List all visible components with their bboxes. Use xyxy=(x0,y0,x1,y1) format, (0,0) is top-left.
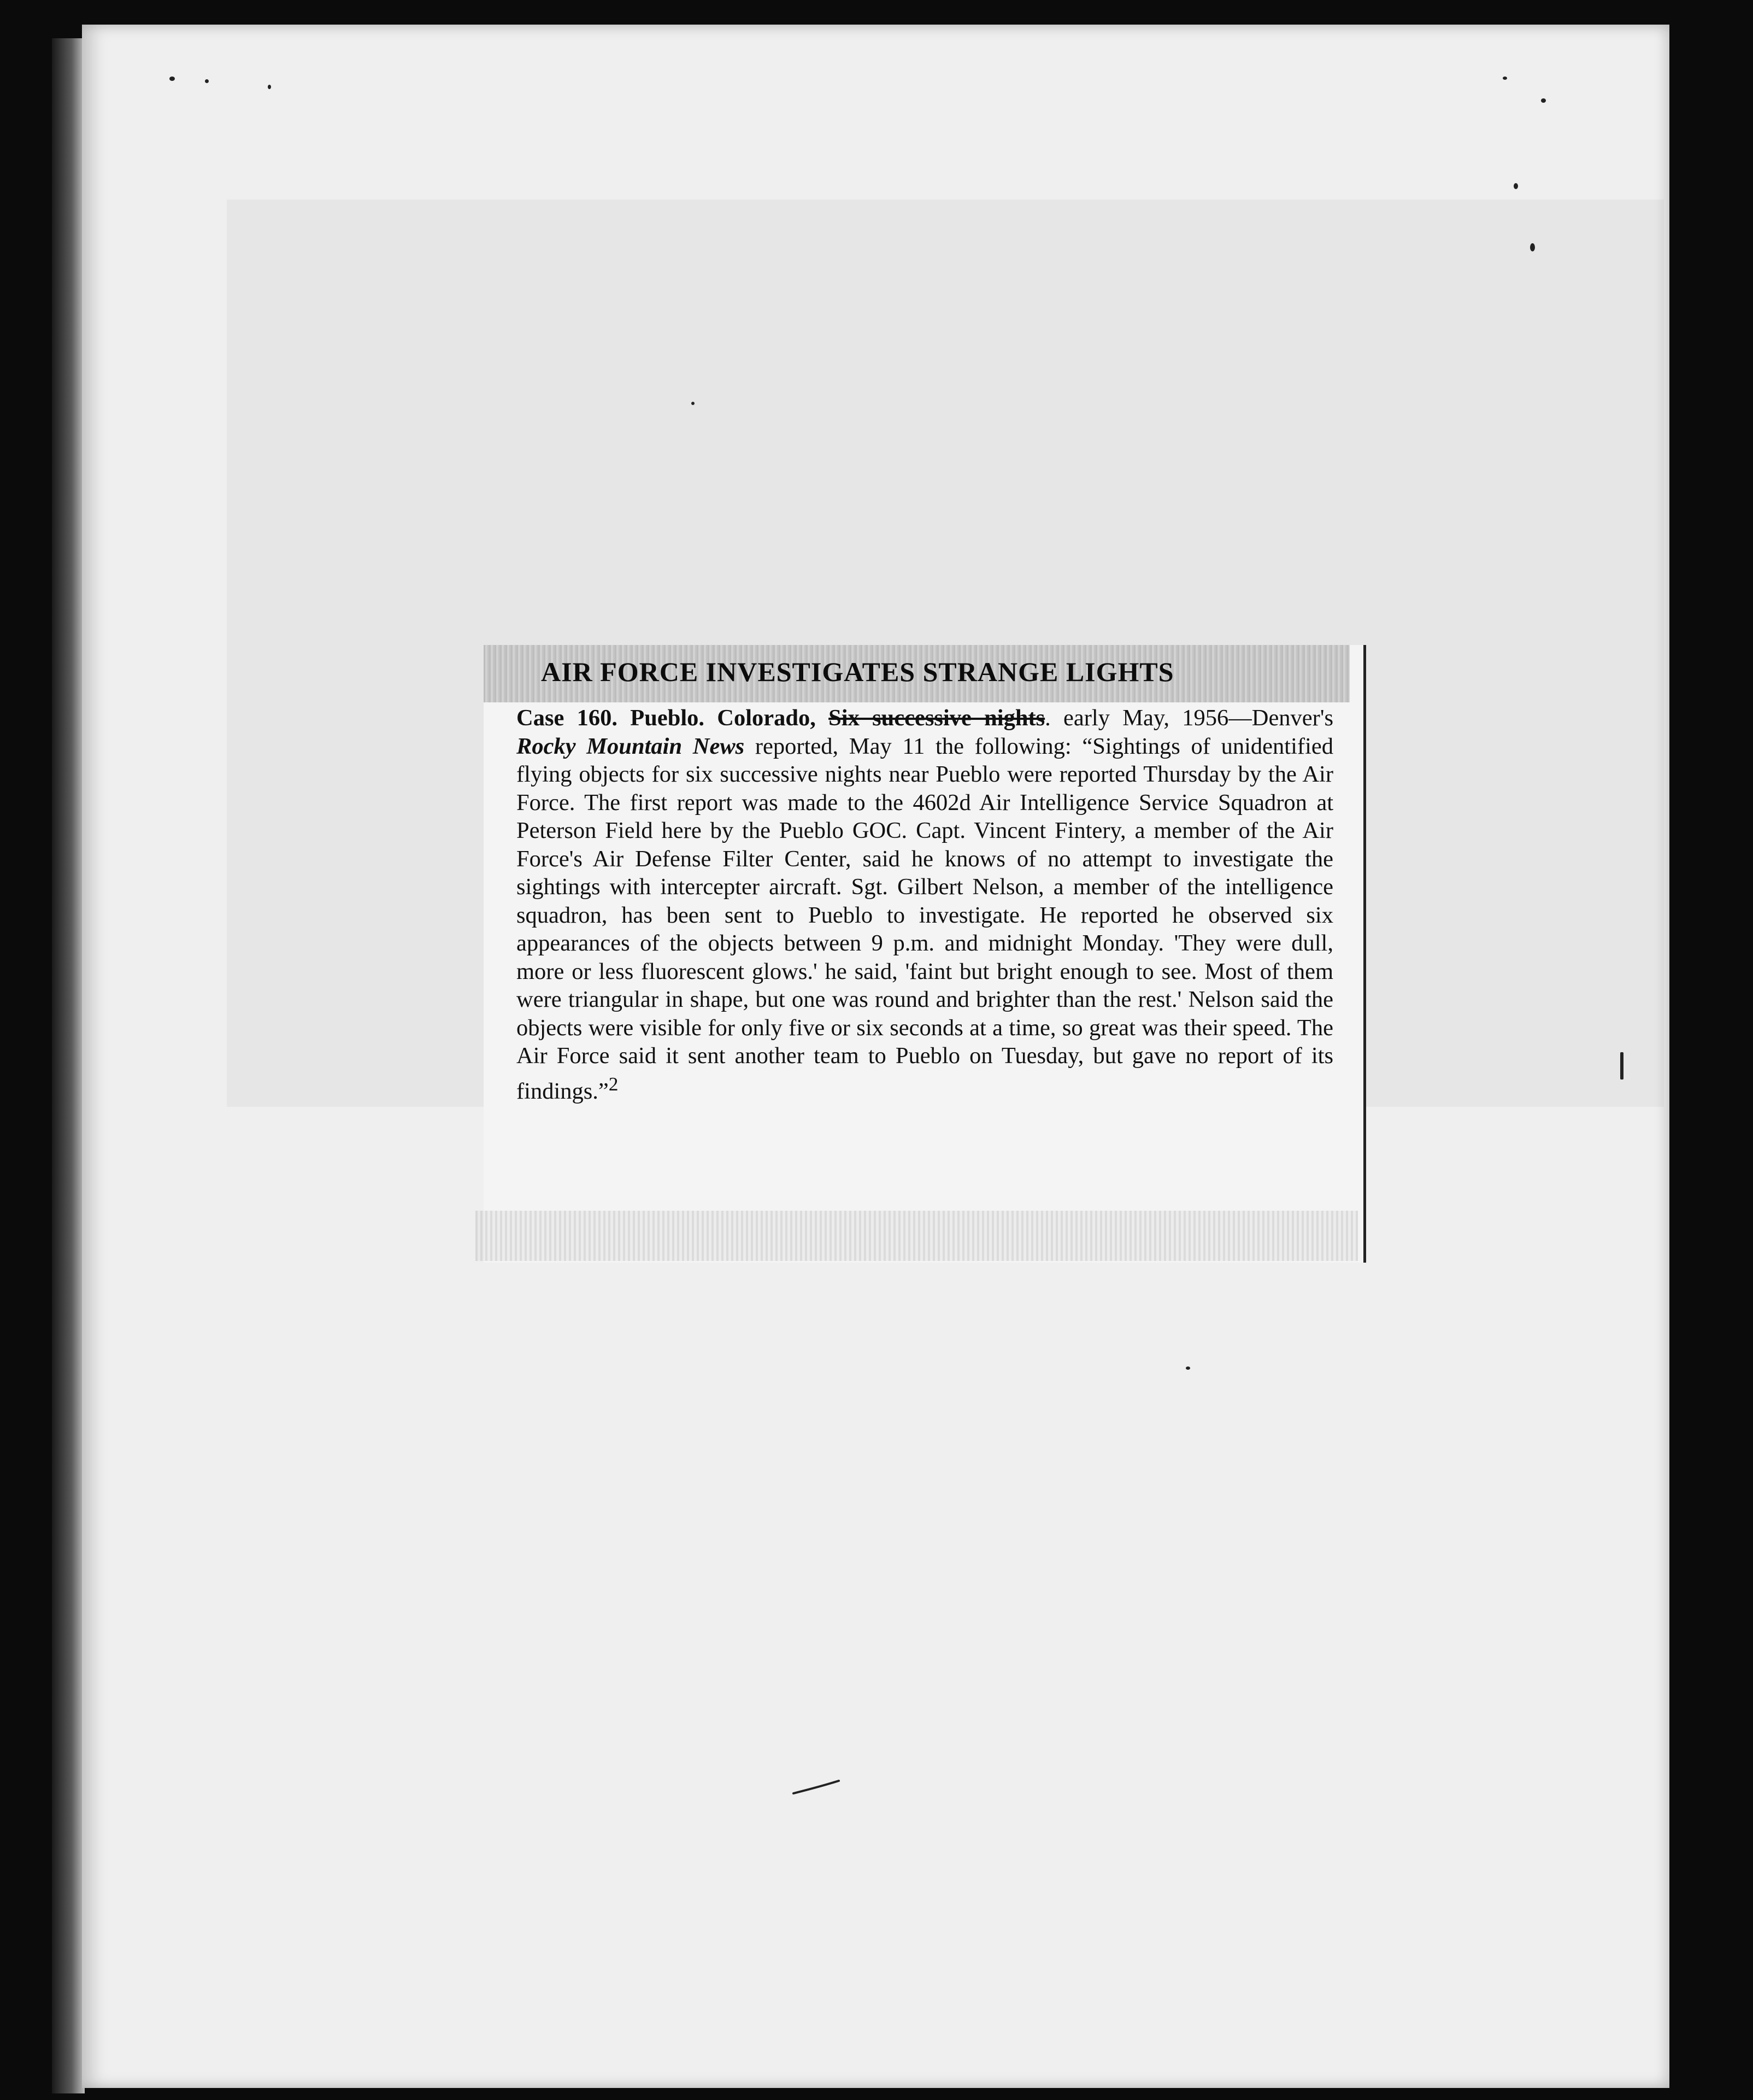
article-text: reported, May 11 the following: “Sightings of unidentified flying objects for six successive nights near Pueblo were reported Thursday by the Air Force. The first report was made to the 4602d Air Intelligence Service Squadron at Peterson Field here by the Pueblo GOC. Capt. Vincent Fintery, a member of the Air Force's Air Defense Filter Center, said he knows of no attempt to investigate the sightings with intercepter aircraft. Sgt. Gilbert Nelson, a member of the intelligence squadron, has been sent to Pueblo to investigate. He reported he observed six appearances of the objects between 9 p.m. and midnight Monday. 'They were dull, more or less fluorescent glows.' he said, 'faint but bright enough to see. Most of them were triangular in shape, but one was round and brighter than the rest.' Nelson said the objects were visible for only five or six seconds at a time, so great was their speed. The Air Force said it sent another team to Pueblo on Tuesday, but gave no report of its findings.” xyxy=(516,733,1333,1104)
dust-speck xyxy=(1530,243,1535,251)
pen-mark xyxy=(792,1779,842,1796)
dust-speck xyxy=(205,79,209,83)
dust-speck xyxy=(1503,77,1507,80)
newspaper-clipping xyxy=(484,645,1366,1263)
dust-speck xyxy=(1620,1052,1623,1080)
bottom-band xyxy=(475,1211,1358,1261)
struck-out-text: Six successive nights xyxy=(828,705,1045,731)
clipping-headline: AIR FORCE INVESTIGATES STRANGE LIGHTS xyxy=(541,656,1174,687)
case-reference: Case 160. Pueblo. Colorado, xyxy=(516,705,816,731)
footnote-marker: 2 xyxy=(608,1072,619,1095)
clipping-body xyxy=(516,704,1333,1105)
date-line: . early May, 1956—Denver's xyxy=(1045,705,1334,731)
sheet-edge-shadow xyxy=(52,38,85,2093)
paper-sheet xyxy=(82,25,1669,2088)
dust-speck xyxy=(691,402,695,405)
dust-speck xyxy=(268,85,271,89)
publication-name: Rocky Mountain News xyxy=(516,733,745,759)
dust-speck xyxy=(1514,183,1518,189)
dust-speck xyxy=(1186,1366,1190,1370)
dust-speck xyxy=(1541,98,1546,103)
dust-speck xyxy=(169,77,175,81)
